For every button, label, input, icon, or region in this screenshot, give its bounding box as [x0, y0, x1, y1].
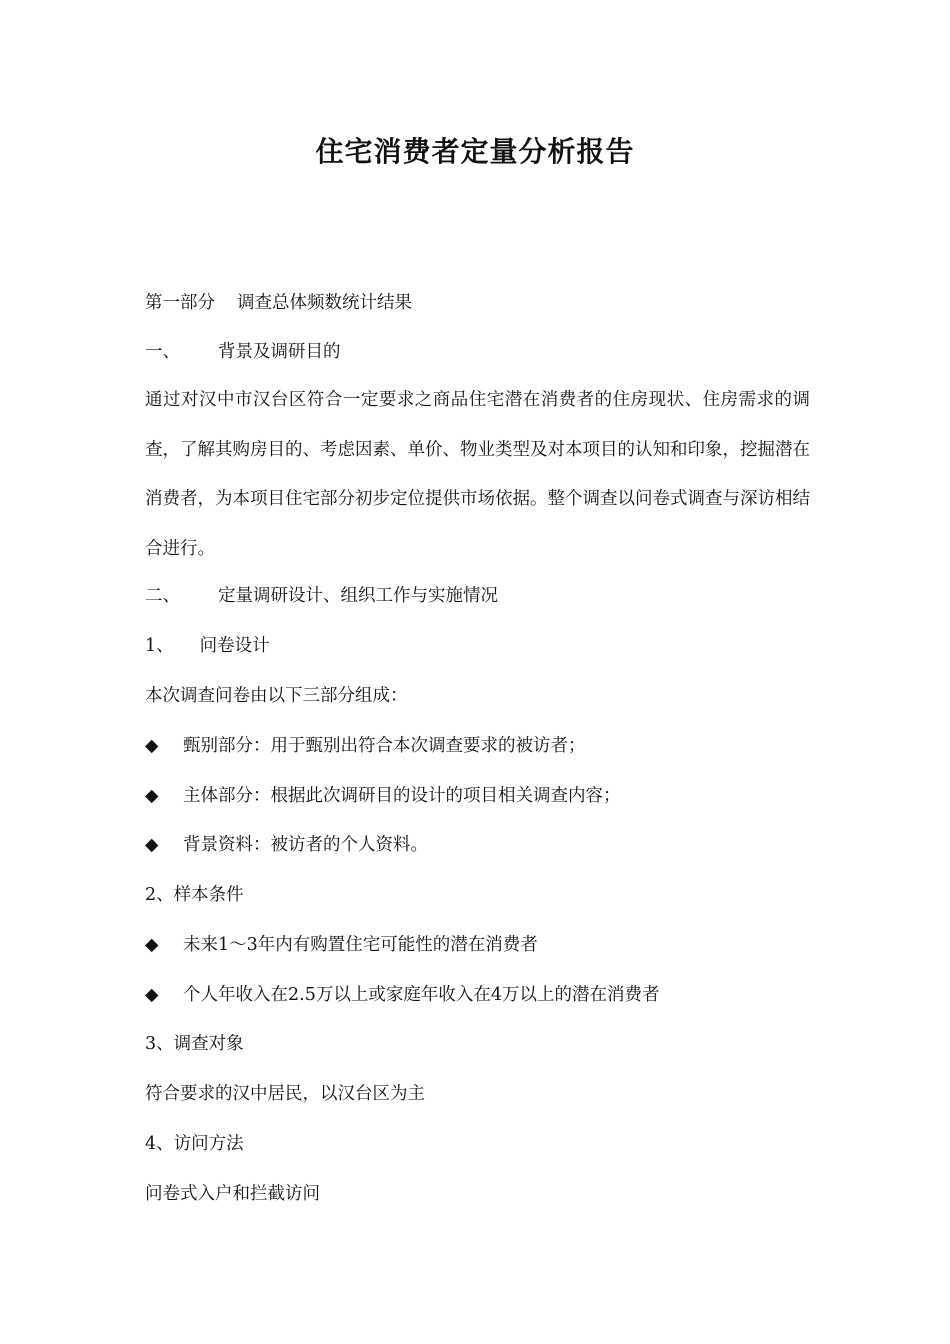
list-item — [145, 783, 815, 809]
bullet-text: 未来1～3年内有购置住宅可能性的潜在消费者 — [183, 935, 538, 955]
list-item — [145, 932, 815, 958]
part-heading-text: 调查总体频数统计结果 — [237, 293, 412, 313]
document-title: 住宅消费者定量分析报告 — [315, 135, 635, 168]
item-3-body: 符合要求的汉中居民，以汉台区为主 — [145, 1084, 425, 1104]
item-1-number: 1、 — [145, 636, 174, 656]
bullet-text: 个人年收入在2.5万以上或家庭年收入在4万以上的潜在消费者 — [183, 985, 660, 1005]
section-1-text: 背景及调研目的 — [218, 342, 341, 362]
part-heading — [145, 290, 815, 316]
diamond-bullet-icon: ◆ — [145, 736, 159, 756]
bullet-text: 甄别部分：用于甄别出符合本次调查要求的被访者； — [183, 736, 586, 756]
item-4-body: 问卷式入户和拦截访问 — [145, 1184, 320, 1204]
bullet-text: 背景资料：被访者的个人资料。 — [183, 835, 428, 855]
diamond-bullet-icon: ◆ — [145, 786, 159, 806]
item-1-heading — [145, 633, 815, 659]
section-2-heading — [145, 583, 815, 609]
bullet-text: 主体部分：根据此次调研目的设计的项目相关调查内容； — [183, 786, 621, 806]
diamond-bullet-icon: ◆ — [145, 985, 159, 1005]
item-1-text: 问卷设计 — [199, 636, 270, 656]
list-item — [145, 982, 815, 1008]
diamond-bullet-icon: ◆ — [145, 935, 159, 955]
item-2-heading: 2、样本条件 — [145, 885, 244, 905]
item-1-intro: 本次调查问卷由以下三部分组成： — [145, 686, 408, 706]
list-item — [145, 733, 815, 759]
part-heading-label: 第一部分 — [145, 293, 215, 313]
section-2-number: 二、 — [145, 586, 180, 606]
item-3-heading: 3、调查对象 — [145, 1034, 244, 1054]
section-1-heading — [145, 339, 815, 365]
section-2-text: 定量调研设计、组织工作与实施情况 — [218, 586, 498, 606]
list-item — [145, 832, 815, 858]
section-1-paragraph: 通过对汉中市汉台区符合一定要求之商品住宅潜在消费者的住房现状、住房需求的调查，了解其购房目的、考虑因素、单价、物业类型及对本项目的认知和印象，挖掘潜在消费者，为本项目住宅部分初步定位提供市场依据。整个调查以问卷式调查与深访相结合进行。 — [145, 390, 810, 560]
section-1-number: 一、 — [145, 342, 180, 362]
item-4-heading: 4、访问方法 — [145, 1134, 244, 1154]
diamond-bullet-icon: ◆ — [145, 835, 159, 855]
